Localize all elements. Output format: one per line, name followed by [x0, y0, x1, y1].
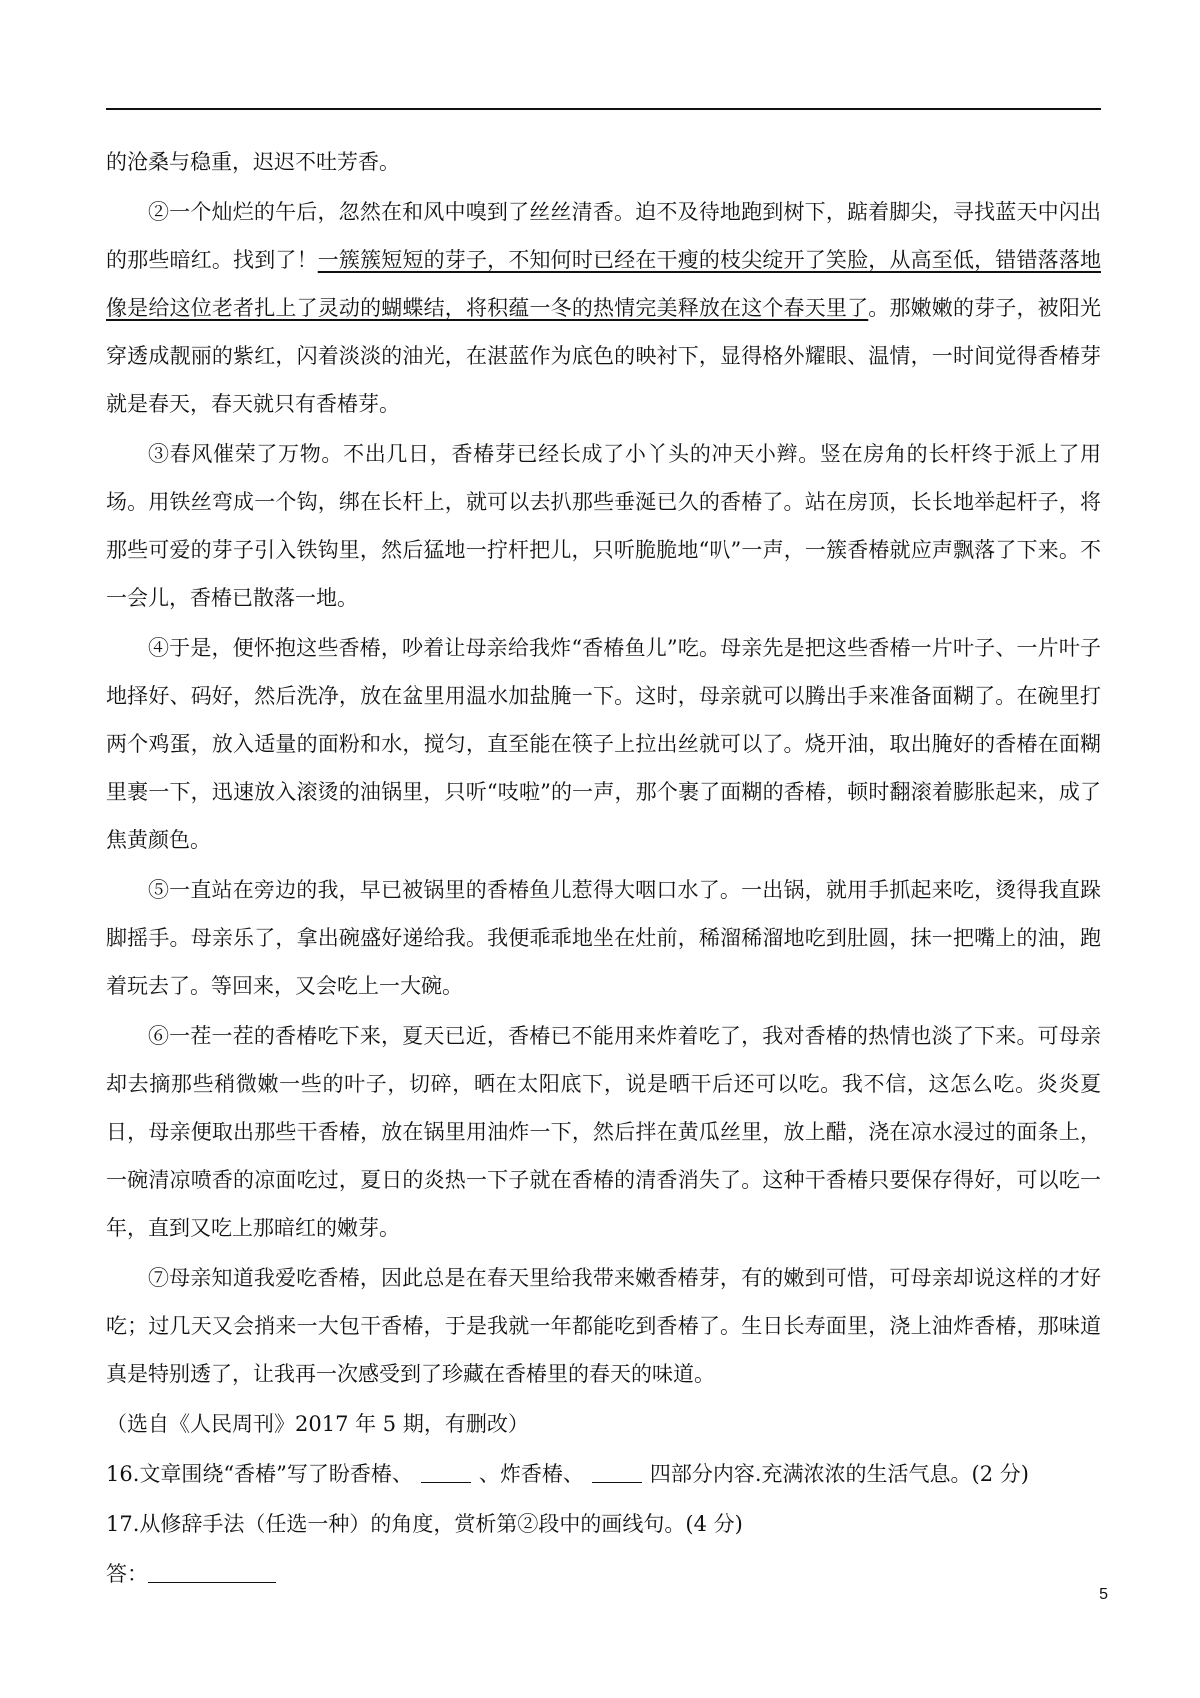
- paragraph-continuation: 的沧桑与稳重，迟迟不吐芳香。: [106, 150, 400, 174]
- page-number: 5: [1099, 1586, 1108, 1603]
- answer-line: [106, 1550, 1101, 1598]
- question-16-text-c: 四部分内容.充满浓浓的生活气息。(2 分): [649, 1462, 1029, 1486]
- paragraph-5: ⑤一直站在旁边的我，早已被锅里的香椿鱼儿惹得大咽口水了。一出锅，就用手抓起来吃，烫得我直跺脚摇手。母亲乐了，拿出碗盛好递给我。我便乖乖地坐在灶前，稀溜稀溜地吃到肚圆，抹一把嘴上的油，跑着玩去了。等回来，又会吃上一大碗。: [106, 878, 1101, 998]
- paragraph-2: [106, 188, 1101, 428]
- paragraph-4: ④于是，便怀抱这些香椿，吵着让母亲给我炸“香椿鱼儿”吃。母亲先是把这些香椿一片叶子、一片叶子地择好、码好，然后洗净，放在盆里用温水加盐腌一下。这时，母亲就可以腾出手来准备面糊了。在碗里打两个鸡蛋，放入适量的面粉和水，搅匀，直至能在筷子上拉出丝就可以了。烧开油，取出腌好的香椿在面糊里裹一下，迅速放入滚烫的油锅里，只听“吱啦”的一声，那个裹了面糊的香椿，顿时翻滚着膨胀起来，成了焦黄颜色。: [106, 636, 1101, 852]
- answer-blank-2[interactable]: [592, 1462, 642, 1483]
- question-16: [106, 1450, 1101, 1498]
- paragraph-7: ⑦母亲知道我爱吃香椿，因此总是在春天里给我带来嫩香椿芽，有的嫩到可惜，可母亲却说这样的才好吃；过几天又会捎来一大包干香椿，于是我就一年都能吃到香椿了。生日长寿面里，浇上油炸香椿，那味道真是特别透了，让我再一次感受到了珍藏在香椿里的春天的味道。: [106, 1266, 1101, 1386]
- document-body: [106, 138, 1101, 1600]
- source-citation: （选自《人民周刊》2017 年 5 期，有删改）: [106, 1412, 529, 1436]
- answer-blank-3[interactable]: [148, 1562, 276, 1583]
- paragraph-3: ③春风催荣了万物。不出几日，香椿芽已经长成了小丫头的冲天小辫。竖在房角的长杆终于派上了用场。用铁丝弯成一个钩，绑在长杆上，就可以去扒那些垂涎已久的香椿了。站在房顶，长长地举起杆子，将那些可爱的芽子引入铁钩里，然后猛地一拧杆把儿，只听脆脆地“叭”一声，一簇香椿就应声飘落了下来。不一会儿，香椿已散落一地。: [106, 442, 1101, 610]
- question-17: 17.从修辞手法（任选一种）的角度，赏析第②段中的画线句。(4 分): [106, 1512, 743, 1536]
- question-16-text-a: 16.文章围绕“香椿”写了盼香椿、: [106, 1462, 413, 1486]
- paragraph-6: ⑥一茬一茬的香椿吃下来，夏天已近，香椿已不能用来炸着吃了，我对香椿的热情也淡了下来。可母亲却去摘那些稍微嫩一些的叶子，切碎，晒在太阳底下，说是晒干后还可以吃。我不信，这怎么吃。炎炎夏日，母亲便取出那些干香椿，放在锅里用油炸一下，然后拌在黄瓜丝里，放上醋，浇在凉水浸过的面条上，一碗清凉喷香的凉面吃过，夏日的炎热一下子就在香椿的清香消失了。这种干香椿只要保存得好，可以吃一年，直到又吃上那暗红的嫩芽。: [106, 1024, 1101, 1240]
- paragraph-2-text-b: 。那嫩嫩的芽子，被阳光穿透成靓丽的紫红，闪着淡淡的油光，在湛蓝作为底色的映衬下，显得格外耀眼、温情，一时间觉得香椿芽就是春天，春天就只有香椿芽。: [106, 296, 1102, 416]
- answer-blank-1[interactable]: [421, 1462, 471, 1483]
- answer-label: 答：: [106, 1562, 148, 1586]
- header-rule: [106, 108, 1101, 110]
- paragraph-2-text-a: ②一个灿烂的午后，忽然在和风中嗅到了丝丝清香。迫不及待地跑到树下，踮着脚尖，寻找蓝天中闪出的那些暗红。找到了！: [106, 200, 1101, 272]
- underlined-sentence: 一簇簇短短的芽子，不知何时已经在干瘦的枝尖绽开了笑脸，从高至低，错错落落地像是给这位老者扎上了灵动的蝴蝶结，将积蕴一冬的热情完美释放在这个春天里了: [106, 248, 1102, 320]
- question-16-text-b: 、炸香椿、: [478, 1462, 584, 1486]
